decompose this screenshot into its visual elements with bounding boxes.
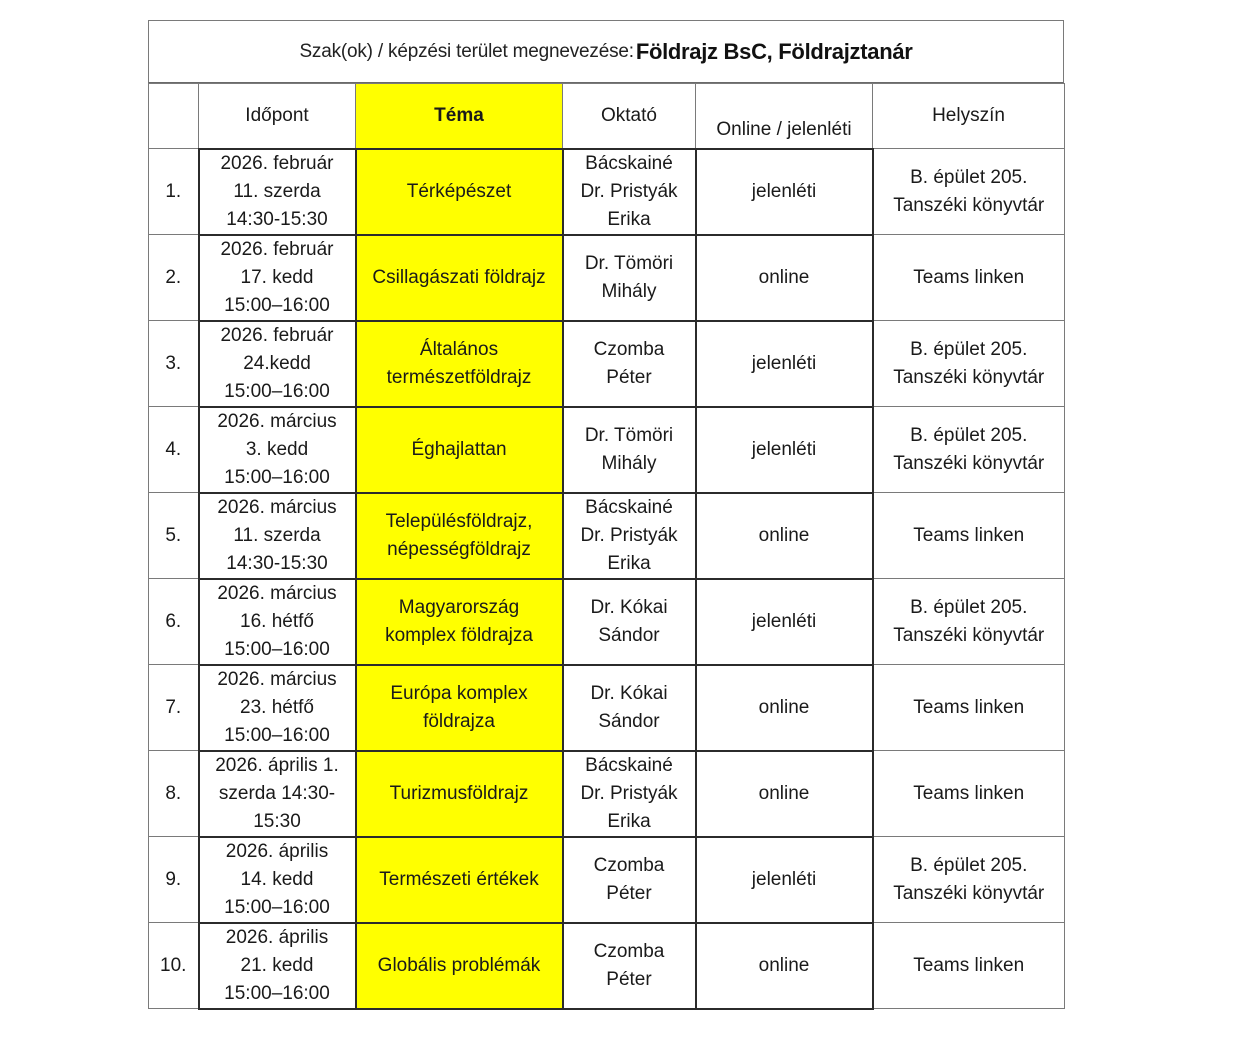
teacher-cell (563, 493, 696, 579)
cell-line: Globális problémák (377, 954, 541, 976)
table-row (149, 149, 1065, 235)
teacher-cell (563, 665, 696, 751)
location-cell (873, 751, 1065, 837)
cell-line: B. épület 205. (910, 596, 1028, 618)
cell-line: Csillagászati földrajz (372, 266, 546, 288)
cell-line: Dr. Kókai (590, 596, 668, 618)
topic-cell (356, 149, 563, 235)
cell-line: Czomba (593, 338, 665, 360)
program-title-label: Szak(ok) / képzési terület megnevezése: (299, 40, 634, 62)
cell-line: 15:00–16:00 (224, 380, 330, 402)
cell-line: Mihály (601, 280, 657, 302)
cell-line: 2026. február (220, 324, 334, 346)
cell-line: Erika (607, 208, 651, 230)
date-cell (199, 493, 356, 579)
cell-line: Erika (607, 810, 651, 832)
cell-line: Tanszéki könyvtár (893, 366, 1045, 388)
date-cell (199, 149, 356, 235)
topic-cell (356, 579, 563, 665)
cell-line: Teams linken (913, 696, 1025, 718)
cell-line: 14:30-15:30 (226, 208, 328, 230)
cell-line: Péter (606, 882, 652, 904)
cell-line: Turizmusföldrajz (389, 782, 529, 804)
teacher-cell (563, 923, 696, 1009)
table-row (149, 321, 1065, 407)
cell-line: Dr. Tömöri (584, 424, 674, 446)
topic-cell (356, 321, 563, 407)
location-cell (873, 493, 1065, 579)
location-cell (873, 235, 1065, 321)
cell-line: B. épület 205. (910, 424, 1028, 446)
cell-line: természetföldrajz (386, 366, 532, 388)
cell-line: Bácskainé (585, 152, 673, 174)
topic-cell (356, 407, 563, 493)
cell-line: 16. hétfő (240, 610, 314, 632)
cell-line: 15:00–16:00 (224, 638, 330, 660)
row-number: 4. (149, 407, 199, 493)
cell-line: B. épület 205. (910, 338, 1028, 360)
mode-cell: online (696, 665, 873, 751)
cell-line: 2026. március (217, 410, 337, 432)
cell-line: Dr. Pristyák (580, 180, 678, 202)
cell-line: 15:00–16:00 (224, 896, 330, 918)
mode-cell: jelenléti (696, 837, 873, 923)
date-cell (199, 235, 356, 321)
location-cell (873, 407, 1065, 493)
mode-cell: jelenléti (696, 407, 873, 493)
topic-cell (356, 923, 563, 1009)
cell-line: B. épület 205. (910, 166, 1028, 188)
location-cell (873, 923, 1065, 1009)
mode-cell: jelenléti (696, 579, 873, 665)
cell-line: Czomba (593, 854, 665, 876)
cell-line: 14:30-15:30 (226, 552, 328, 574)
date-cell (199, 407, 356, 493)
mode-cell: jelenléti (696, 321, 873, 407)
cell-line: 2026. március (217, 582, 337, 604)
table-row (149, 665, 1065, 751)
cell-line: Tanszéki könyvtár (893, 882, 1045, 904)
cell-line: 11. szerda (233, 180, 321, 202)
cell-line: Természeti értékek (379, 868, 539, 890)
cell-line: Teams linken (913, 524, 1025, 546)
teacher-cell (563, 235, 696, 321)
row-number: 1. (149, 149, 199, 235)
cell-line: Tanszéki könyvtár (893, 624, 1045, 646)
schedule-document (148, 20, 1064, 1010)
location-cell (873, 579, 1065, 665)
mode-cell: online (696, 235, 873, 321)
cell-line: komplex földrajza (385, 624, 533, 646)
cell-line: Péter (606, 968, 652, 990)
cell-line: Teams linken (913, 782, 1025, 804)
row-number: 7. (149, 665, 199, 751)
table-row (149, 751, 1065, 837)
date-cell (199, 665, 356, 751)
row-number: 10. (149, 923, 199, 1009)
schedule-table (148, 83, 1065, 1010)
cell-line: 21. kedd (240, 954, 314, 976)
header-teacher: Oktató (563, 84, 696, 149)
cell-line: Sándor (598, 624, 660, 646)
program-title-row (148, 20, 1064, 83)
cell-line: Teams linken (913, 266, 1025, 288)
header-topic: Téma (356, 84, 563, 149)
cell-line: 2026. március (217, 496, 337, 518)
table-row (149, 923, 1065, 1009)
date-cell (199, 321, 356, 407)
location-cell (873, 665, 1065, 751)
table-row (149, 837, 1065, 923)
cell-line: 15:00–16:00 (224, 982, 330, 1004)
cell-line: 24.kedd (243, 352, 311, 374)
teacher-cell (563, 407, 696, 493)
mode-cell: online (696, 493, 873, 579)
cell-line: Európa komplex (390, 682, 528, 704)
header-number (149, 84, 199, 149)
teacher-cell (563, 321, 696, 407)
header-location: Helyszín (873, 84, 1065, 149)
cell-line: 3. kedd (245, 438, 309, 460)
mode-cell: jelenléti (696, 149, 873, 235)
cell-line: Tanszéki könyvtár (893, 452, 1045, 474)
cell-line: Mihály (601, 452, 657, 474)
cell-line: 15:00–16:00 (224, 294, 330, 316)
table-row (149, 493, 1065, 579)
date-cell (199, 579, 356, 665)
location-cell (873, 837, 1065, 923)
cell-line: földrajza (423, 710, 495, 732)
cell-line: Általános (419, 338, 499, 360)
cell-line: 17. kedd (240, 266, 314, 288)
cell-line: 2026. március (217, 668, 337, 690)
table-row (149, 235, 1065, 321)
table-row (149, 407, 1065, 493)
header-date: Időpont (199, 84, 356, 149)
cell-line: Bácskainé (585, 754, 673, 776)
row-number: 8. (149, 751, 199, 837)
date-cell (199, 837, 356, 923)
cell-line: 15:30 (253, 810, 301, 832)
cell-line: Településföldrajz, (385, 510, 533, 532)
mode-cell: online (696, 751, 873, 837)
date-cell (199, 923, 356, 1009)
header-mode: Online / jelenléti (696, 84, 873, 149)
topic-cell (356, 235, 563, 321)
cell-line: Térképészet (406, 180, 512, 202)
topic-cell (356, 751, 563, 837)
location-cell (873, 321, 1065, 407)
teacher-cell (563, 751, 696, 837)
cell-line: népességföldrajz (387, 538, 531, 560)
topic-cell (356, 493, 563, 579)
row-number: 2. (149, 235, 199, 321)
cell-line: Dr. Kókai (590, 682, 668, 704)
cell-line: 23. hétfő (240, 696, 314, 718)
row-number: 9. (149, 837, 199, 923)
row-number: 6. (149, 579, 199, 665)
program-title-value: Földrajz BsC, Földrajztanár (635, 38, 913, 64)
topic-cell (356, 665, 563, 751)
cell-line: Péter (606, 366, 652, 388)
table-row (149, 579, 1065, 665)
location-cell (873, 149, 1065, 235)
cell-line: Bácskainé (585, 496, 673, 518)
header-row (149, 84, 1065, 149)
cell-line: Éghajlattan (411, 438, 507, 460)
date-cell (199, 751, 356, 837)
cell-line: 15:00–16:00 (224, 724, 330, 746)
cell-line: Magyarország (398, 596, 520, 618)
mode-cell: online (696, 923, 873, 1009)
row-number: 5. (149, 493, 199, 579)
cell-line: 2026. április (225, 840, 329, 862)
teacher-cell (563, 579, 696, 665)
cell-line: 2026. február (220, 238, 334, 260)
teacher-cell (563, 149, 696, 235)
topic-cell (356, 837, 563, 923)
cell-line: szerda 14:30- (218, 782, 336, 804)
cell-line: Czomba (593, 940, 665, 962)
cell-line: B. épület 205. (910, 854, 1028, 876)
cell-line: Dr. Pristyák (580, 524, 678, 546)
cell-line: Dr. Pristyák (580, 782, 678, 804)
cell-line: Erika (607, 552, 651, 574)
cell-line: 14. kedd (240, 868, 314, 890)
cell-line: 2026. február (220, 152, 334, 174)
cell-line: Teams linken (913, 954, 1025, 976)
cell-line: 15:00–16:00 (224, 466, 330, 488)
cell-line: Tanszéki könyvtár (893, 194, 1045, 216)
cell-line: 2026. április 1. (215, 754, 339, 776)
cell-line: Sándor (598, 710, 660, 732)
teacher-cell (563, 837, 696, 923)
cell-line: 11. szerda (233, 524, 321, 546)
cell-line: Dr. Tömöri (584, 252, 674, 274)
row-number: 3. (149, 321, 199, 407)
cell-line: 2026. április (225, 926, 329, 948)
